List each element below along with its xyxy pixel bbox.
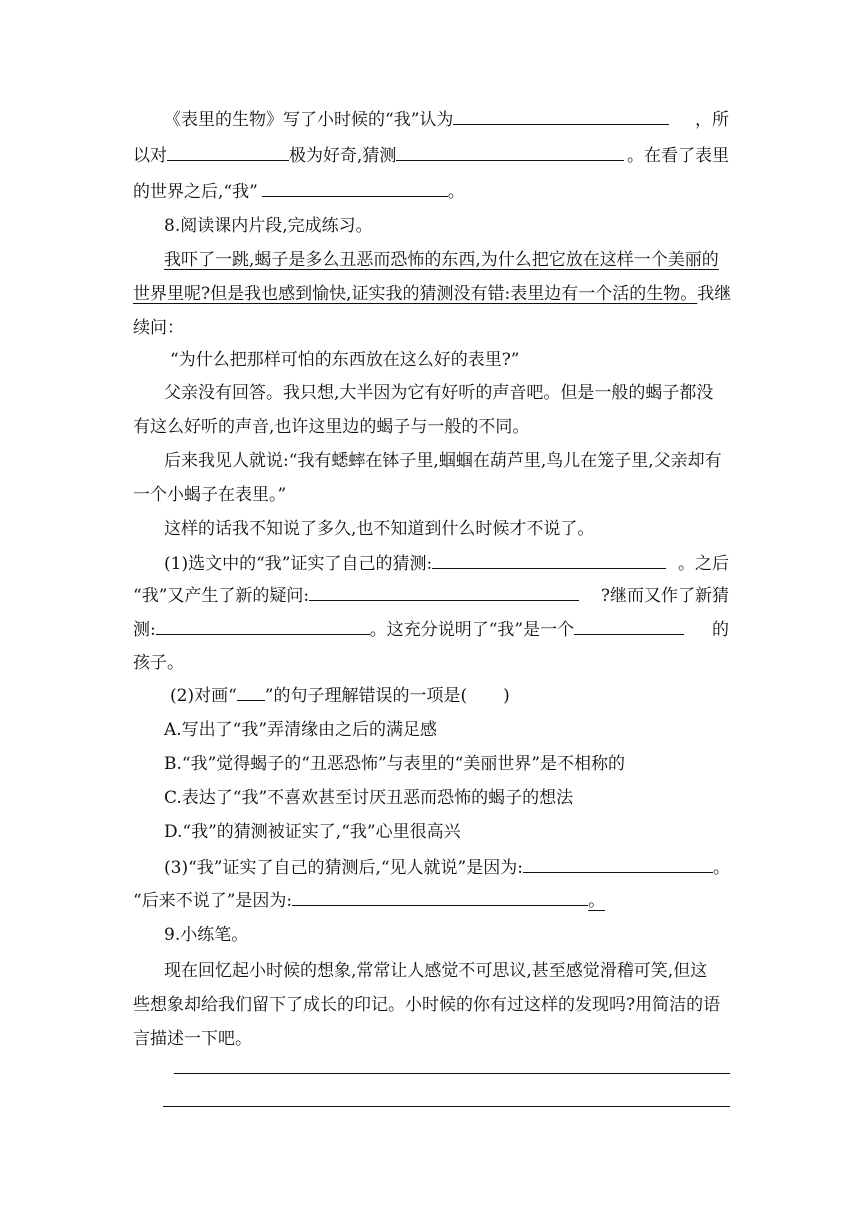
q9-prompt-line: 些想象却给我们留下了成长的印记。小时候的你有过这样的发现吗?用简洁的语 [133, 995, 721, 1015]
passage-line: 这样的话我不知说了多久,也不知道到什么时候才不说了。 [164, 519, 595, 539]
subq3-text: (3)“我”证实了自己的猜测后,“见人就说”是因为: [164, 858, 523, 878]
subq1-line-3 [133, 612, 729, 648]
passage-text: 我继 [697, 284, 732, 304]
passage-line: 续问： [133, 318, 184, 338]
q7-line-1 [164, 102, 729, 138]
writing-line[interactable] [174, 1073, 730, 1074]
option-c[interactable]: C.表达了“我”不喜欢甚至讨厌丑恶而恐怖的蝎子的想法 [164, 788, 574, 808]
subq3-line-2 [133, 883, 729, 919]
q7-line-2 [133, 138, 729, 174]
subq1-line-2 [133, 578, 729, 614]
subq2-text: ) [503, 686, 510, 706]
q7-text: ，所 [695, 110, 729, 130]
answer-blank[interactable] [309, 582, 579, 601]
subq3-line-1 [164, 850, 729, 886]
underlined-sentence: 我吓了一跳,蝎子是多么丑恶而恐怖的东西,为什么把它放在这样一个美丽的 [164, 250, 719, 270]
q7-text: 的世界之后,“我” [133, 182, 258, 202]
subq1-text: ?继而又作了新猜 [600, 586, 729, 606]
answer-blank[interactable] [574, 616, 684, 635]
subq3-text: 。 [712, 858, 730, 878]
subq1-line-1 [164, 546, 729, 582]
passage-line: 有这么好听的声音,也许这里边的蝎子与一般的不同。 [133, 417, 530, 437]
passage-line: 后来我见人就说:“我有蟋蟀在钵子里,蝈蝈在葫芦里,鸟儿在笼子里,父亲却有 [164, 451, 722, 471]
q7-text: 。 [447, 182, 465, 202]
answer-blank[interactable] [523, 854, 713, 873]
option-d[interactable]: D.“我”的猜测被证实了,“我”心里很高兴 [164, 822, 461, 842]
passage-line [164, 242, 729, 278]
passage-line: 一个小蝎子在表里。” [133, 485, 287, 505]
option-a[interactable]: A.写出了“我”弄清缘由之后的满足感 [164, 720, 438, 740]
answer-blank[interactable] [167, 142, 289, 161]
answer-blank[interactable] [432, 550, 666, 569]
subq2-text: ”的句子理解错误的一项是( [264, 686, 468, 706]
subq1-text: 测: [133, 620, 156, 640]
answer-blank[interactable] [156, 616, 370, 635]
subq1-text: 。之后 [678, 554, 729, 574]
q7-text: 极为好奇,猜测 [289, 146, 397, 166]
q9-prompt-line: 言描述一下吧。 [133, 1029, 252, 1049]
subq3-text: 。 [588, 891, 606, 911]
q8-title: 8.阅读课内片段,完成练习。 [164, 216, 373, 236]
answer-blank[interactable] [453, 106, 669, 125]
passage-line: 父亲没有回答。我只想,大半因为它有好听的声音吧。但是一般的蝎子都没 [164, 383, 714, 403]
subq1-text: 。这充分说明了“我”是一个 [369, 620, 575, 640]
answer-blank[interactable] [396, 142, 624, 161]
writing-line[interactable] [163, 1106, 730, 1107]
underline-sample [237, 682, 265, 701]
q7-text: 《表里的生物》写了小时候的“我”认为 [164, 110, 454, 130]
subq2-text: (2)对画“ [170, 686, 237, 706]
subq3-text: “后来不说了”是因为: [133, 891, 293, 911]
q9-title: 9.小练笔。 [164, 925, 249, 945]
subq2-stem [170, 678, 729, 714]
q7-line-3 [133, 174, 729, 210]
passage-line: “为什么把那样可怕的东西放在这么好的表里?” [170, 350, 520, 370]
subq1-text: (1)选文中的“我”证实了自己的猜测: [164, 554, 433, 574]
passage-line [133, 276, 732, 312]
option-b[interactable]: B.“我”觉得蝎子的“丑恶恐怖”与表里的“美丽世界”是不相称的 [164, 754, 626, 774]
underlined-sentence: 世界里呢?但是我也感到愉快,证实我的猜测没有错:表里边有一个活的生物。 [133, 284, 698, 304]
answer-blank[interactable] [262, 178, 448, 197]
answer-blank[interactable] [292, 887, 588, 906]
subq1-text: “我”又产生了新的疑问: [133, 586, 310, 606]
q7-text: 。在看了表里 [627, 146, 729, 166]
q7-text: 以对 [133, 146, 167, 166]
subq1-line-4: 孩子。 [133, 653, 184, 673]
q9-prompt-line: 现在回忆起小时候的想象,常常让人感觉不可思议,甚至感觉滑稽可笑,但这 [164, 961, 708, 981]
subq1-text: 的 [712, 620, 729, 640]
